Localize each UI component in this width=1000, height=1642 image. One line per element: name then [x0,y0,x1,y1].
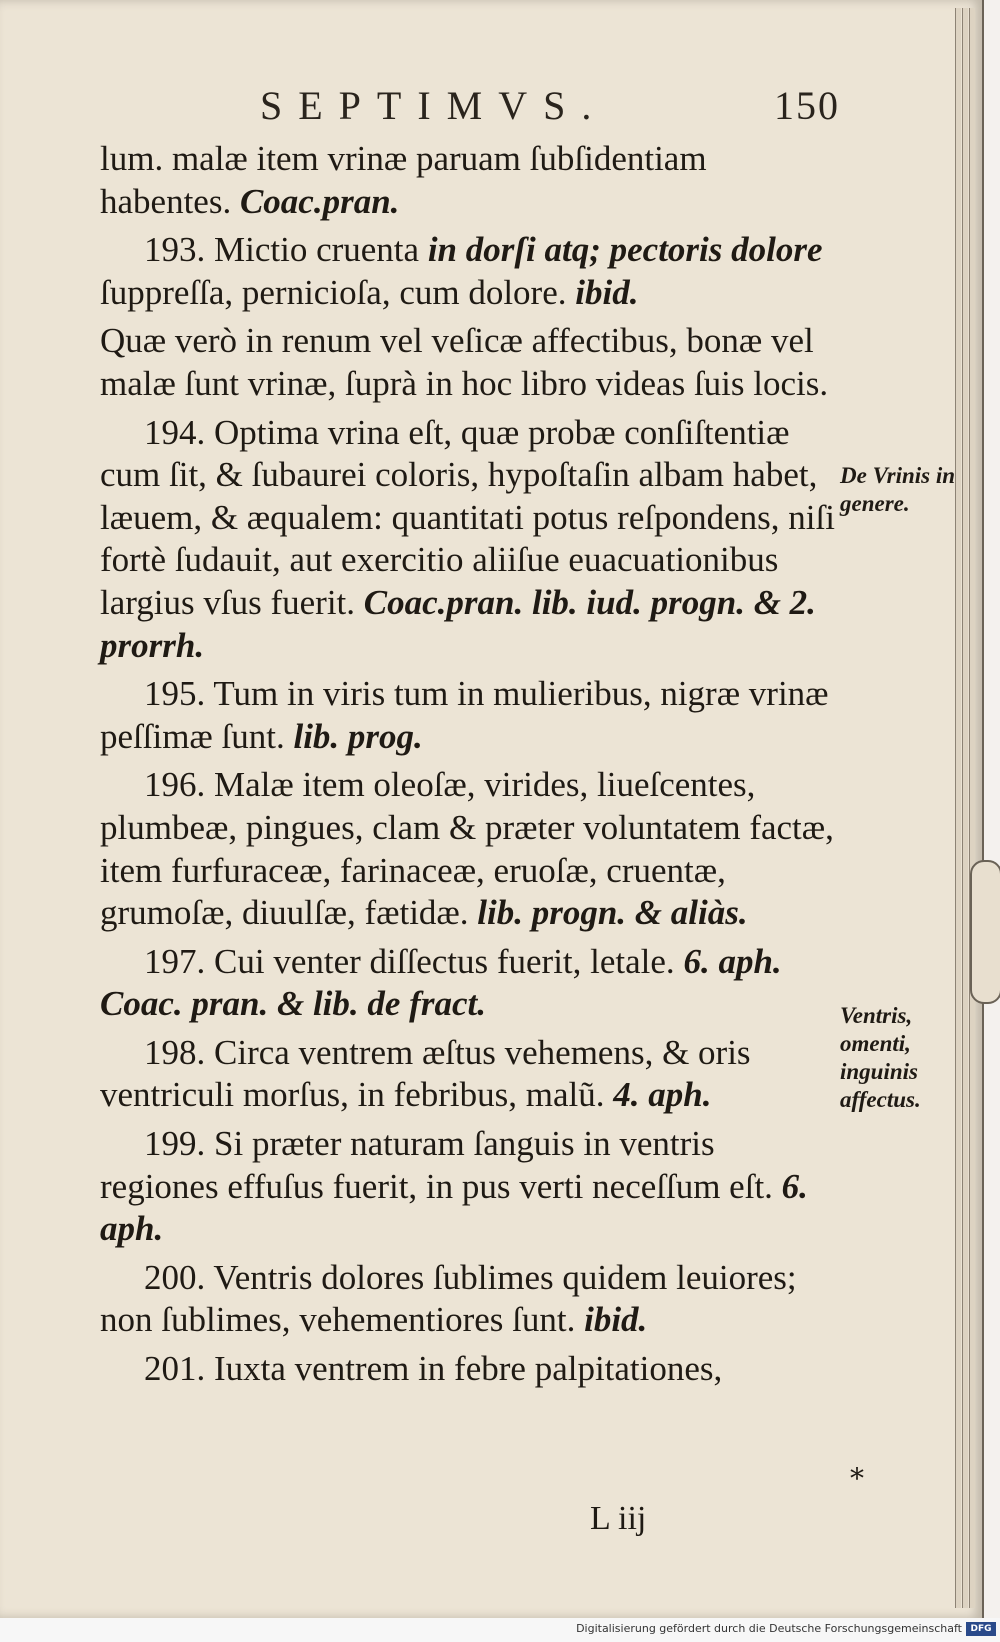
paragraph [100,1032,835,1117]
paragraph-text: 200. Ventris dolores ſublimes quidem leuiores; non ſublimes, vehementiores ſunt. [100,1257,797,1340]
page-tab [970,860,1000,1004]
paragraph [100,764,835,934]
paragraph [100,229,835,314]
signature-mark: L iij [590,1500,647,1537]
paragraph-text: 197. Cui venter diſſectus fuerit, letale. [144,941,675,981]
running-head-title: SEPTIMVS. [260,83,608,128]
paragraph [100,412,835,668]
citation: lib. prog. [293,716,423,756]
page-edge [969,8,975,1608]
paragraph-text: Quæ verò in renum vel veſicæ affectibus, bonæ vel malæ ſunt vrinæ, ſuprà in hoc libro videas ſuis locis. [100,321,829,403]
paragraph-text: 195. Tum in viris tum in mulieribus, nigræ vrinæ peſſimæ ſunt. [100,674,829,756]
running-head [260,82,840,132]
citation: in dorſi atq; pectoris dolore [427,230,823,270]
paragraph [100,673,835,758]
margin-note: Ventris, omenti, inguinis affectus. [840,1003,921,1112]
paragraph-text: 201. Iuxta ventrem in febre palpitationes, [144,1349,723,1389]
asterisk-mark: * [850,1462,864,1495]
citation: 6. aph. Coac. pran. & lib. de fract. [100,941,782,1024]
page-number: 150 [774,83,840,128]
paragraph [100,138,835,223]
citation: ibid. [575,272,639,312]
paragraph-text: ſuppreſſa, pernicioſa, cum dolore. [100,272,567,312]
paragraph [100,320,835,405]
citation: 6. aph. [100,1166,808,1249]
footer-credit: Digitalisierung gefördert durch die Deutsche Forschungsgemeinschaft [576,1622,962,1635]
paragraph [100,941,835,1026]
body-text [100,138,835,1397]
citation: ibid. [584,1300,648,1340]
page-edge [962,8,968,1608]
citation: lib. progn. & aliàs. [477,893,748,933]
paragraph-text: 193. Mictio cruenta [144,230,420,270]
paragraph-text: 194. Optima vrina eſt, quæ probæ conſiſtentiæ cum ſit, & ſubaurei coloris, hypoſtaſin albam habet, læuem, & æqualem: quantitati potus reſpondens, niſi fortè ſudauit, aut exercitio aliiſue euacuationibus largius vſus fuerit. [100,412,835,622]
margin-note: De Vrinis in genere. [840,463,956,516]
citation: 4. aph. [613,1075,712,1115]
paragraph-text: 198. Circa ventrem æſtus vehemens, & oris ventriculi morſus, in febribus, malũ. [100,1032,751,1115]
citation: Coac.pran. lib. iud. progn. & 2. prorrh. [100,582,816,665]
dfg-logo: DFG [966,1622,996,1636]
paragraph-text: 199. Si præter naturam ſanguis in ventris regiones effuſus fuerit, in pus verti neceſſum eſt. [100,1124,773,1206]
paragraph [100,1348,835,1391]
citation: Coac.pran. [239,181,400,221]
paragraph-text: lum. malæ item vrinæ paruam ſubſidentiam habentes. [100,139,707,221]
paragraph-text: 196. Malæ item oleoſæ, virides, liueſcentes, plumbeæ, pingues, clam & præter voluntatem factæ, item furfuraceæ, farinaceæ, eruoſæ, cruentæ, grumoſæ, diuulſæ, fætidæ. [100,765,834,933]
footer-bar [0,1618,1000,1642]
paragraph [100,1257,835,1342]
page-edge [955,8,961,1608]
paragraph [100,1123,835,1251]
